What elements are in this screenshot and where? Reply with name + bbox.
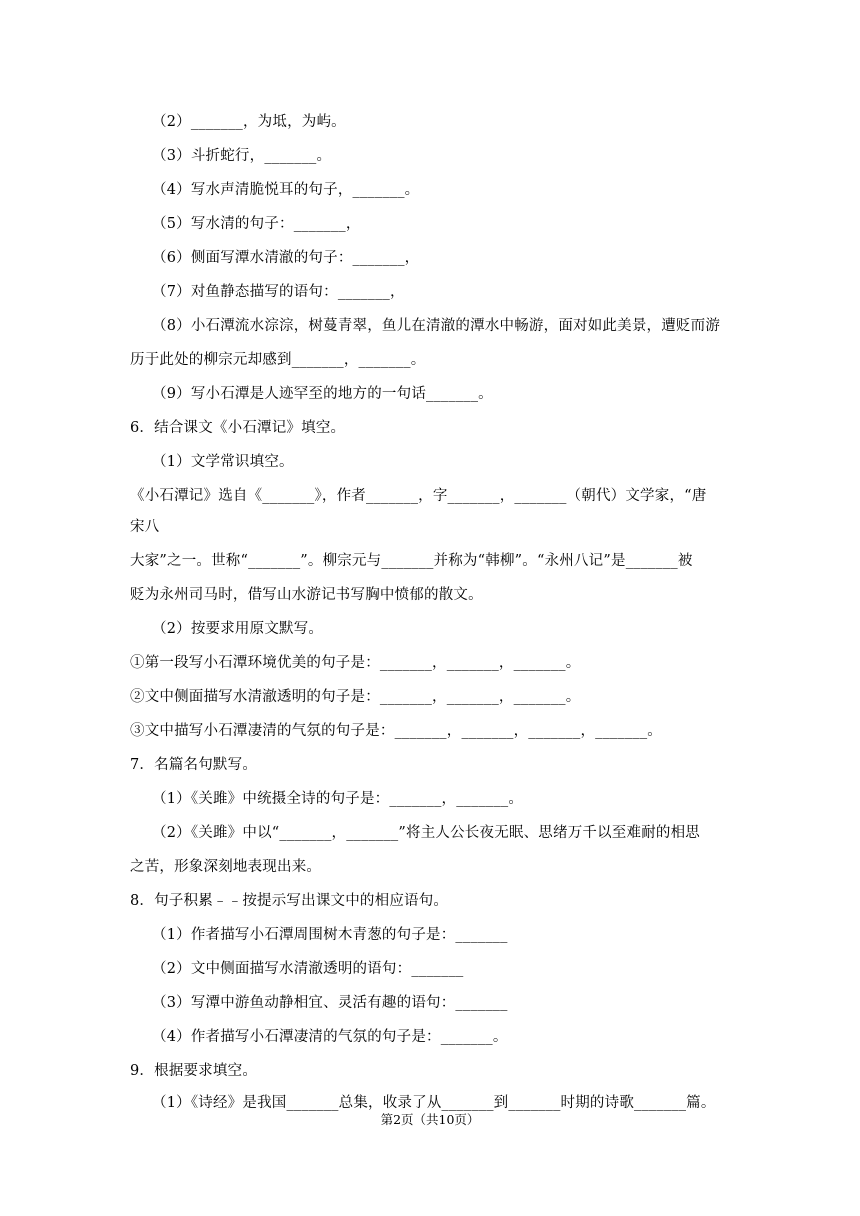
q6-sub-3: ③文中描写小石潭凄清的气氛的句子是：_______，_______，_______，_______。 [130, 723, 662, 739]
question-7-title: 7．名篇名句默写。 [130, 757, 258, 773]
q9-item-1: （1）《诗经》是我国_______总集，收录了从_______到_______时期的诗歌_______篇。 [152, 1095, 716, 1111]
q5-item-5: （5）写水清的句子：_______， [152, 216, 361, 232]
q8-item-2: （2）文中侧面描写水清澈透明的语句：_______ [152, 961, 464, 977]
q7-item-2-cont: 之苦，形象深刻地表现出来。 [130, 859, 322, 875]
q6-sub-1: ①第一段写小石潭环境优美的句子是：_______，_______，_______。 [130, 655, 581, 671]
question-9-title: 9．根据要求填空。 [130, 1063, 258, 1079]
q6-text-line-4: 贬为永州司马时，借写山水游记书写胸中愤郁的散文。 [130, 587, 483, 603]
q5-item-6: （6）侧面写潭水清澈的句子：_______， [152, 250, 420, 266]
q5-item-3: （3）斗折蛇行，_______。 [152, 148, 332, 164]
q8-item-1: （1）作者描写小石潭周围树木青葱的句子是：_______ [152, 927, 508, 943]
q7-item-2: （2）《关雎》中以“_______，_______”将主人公长夜无眠、思绪万千以至难耐的相思 [152, 825, 700, 841]
page-footer: 第2页（共10页） [380, 1112, 480, 1127]
question-8-title: 8．句子积累﹣﹣按提示写出课文中的相应语句。 [130, 893, 449, 909]
q5-item-2: （2）_______，为坻，为屿。 [152, 114, 346, 130]
q8-item-4: （4）作者描写小石潭凄清的气氛的句子是：_______。 [152, 1029, 508, 1045]
q8-item-3: （3）写潭中游鱼动静相宜、灵活有趣的语句：_______ [152, 995, 508, 1011]
question-6-title: 6．结合课文《小石潭记》填空。 [130, 420, 346, 436]
q5-item-8-cont: 历于此处的柳宗元却感到_______，_______。 [130, 352, 426, 368]
q5-item-7: （7）对鱼静态描写的语句：_______， [152, 284, 405, 300]
q7-item-1: （1）《关雎》中统摄全诗的句子是：_______，_______。 [152, 791, 524, 807]
q6-text-line-3: 大家”之一。世称“_______”。柳宗元与_______并称为“韩柳”。“永州八记”是_______被 [130, 553, 693, 569]
q5-item-4: （4）写水声清脆悦耳的句子，_______。 [152, 182, 420, 198]
q6-text-line-1: 《小石潭记》选自《_______》，作者_______，字_______，_______（朝代）文学家，“唐 [130, 488, 707, 504]
q6-part-2: （2）按要求用原文默写。 [152, 621, 324, 637]
q6-text-line-2: 宋八 [130, 519, 160, 535]
q5-item-8: （8）小石潭流水淙淙，树蔓青翠，鱼儿在清澈的潭水中畅游，面对如此美景，遭贬而游 [152, 318, 721, 334]
q6-sub-2: ②文中侧面描写水清澈透明的句子是：_______，_______，_______。 [130, 689, 581, 705]
q6-part-1: （1）文学常识填空。 [152, 454, 294, 470]
q5-item-9: （9）写小石潭是人迹罕至的地方的一句话_______。 [152, 386, 493, 402]
